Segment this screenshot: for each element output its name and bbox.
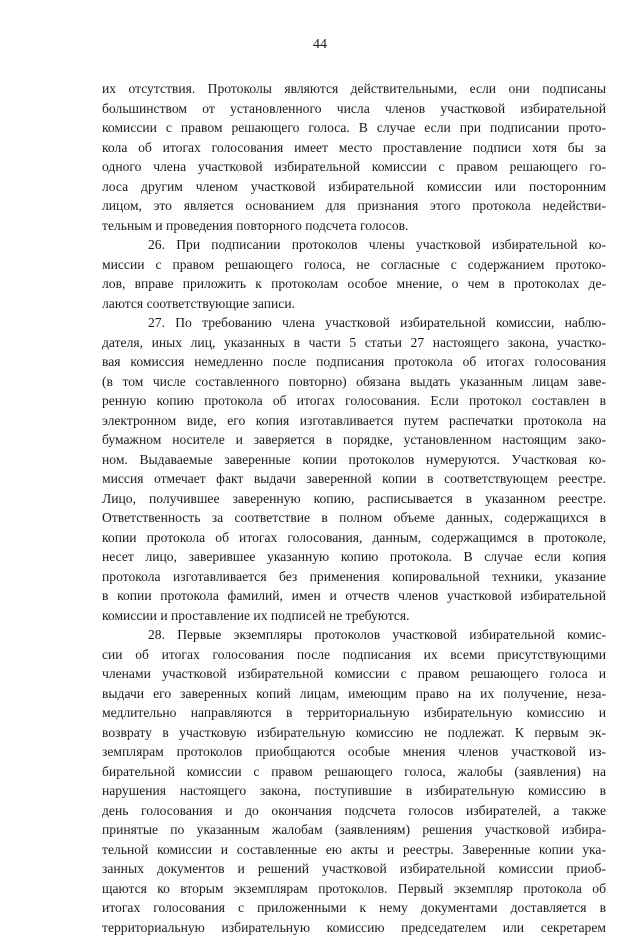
text-line: территориальную избирательную комиссию председателем или секретарем: [102, 918, 606, 937]
text-line: комиссии с правом решающего голоса. В случае если при подписании прото-: [102, 118, 606, 138]
text-line: щаются ко вторым экземплярам протоколов. Первый экземпляр протокола об: [102, 879, 606, 899]
text-line: миссия отмечает факт выдачи заверенной копии в соответствующем реестре.: [102, 469, 606, 489]
text-line: их отсутствия. Протоколы являются действительными, если они подписаны: [102, 79, 606, 99]
text-line: несет лицо, заверившее указанную копию протокола. В случае если копия: [102, 547, 606, 567]
text-line: 28. Первые экземпляры протоколов участковой избирательной комис-: [102, 625, 606, 645]
text-line: сии об итогах голосования после подписания их всеми присутствующими: [102, 645, 606, 665]
text-line: членами участковой избирательной комиссии с правом решающего голоса и: [102, 664, 606, 684]
text-line: кола об итогах голосования имеет место проставление подписи хотя бы за: [102, 138, 606, 158]
page-number: 44: [0, 37, 640, 53]
text-line: выдачи его заверенных копий лицам, имеющим право на их получение, неза-: [102, 684, 606, 704]
text-line: протокола изготавливается без применения копировальной техники, указание: [102, 567, 606, 587]
text-line: тельной комиссии и составленные ею акты и реестры. Заверенные копии ука-: [102, 840, 606, 860]
text-line: медлительно направляются в территориальную избирательную комиссию и: [102, 703, 606, 723]
text-line: лоса другим членом участковой избирательной комиссии или посторонним: [102, 177, 606, 197]
text-line: лицом, это является основанием для признания этого протокола недействи-: [102, 196, 606, 216]
text-line: тельным и проведения повторного подсчета голосов.: [102, 216, 606, 236]
text-line: вая комиссия немедленно после подписания протокола об итогах голосования: [102, 352, 606, 372]
text-line: бумажном носителе и заверяется в порядке, установленном настоящим зако-: [102, 430, 606, 450]
text-line: Лицо, получившее заверенную копию, расписывается в указанном реестре.: [102, 489, 606, 509]
text-line: миссии с правом решающего голоса, не согласные с содержанием протоко-: [102, 255, 606, 275]
text-line: день голосования и до окончания подсчета голосов избирателей, а также: [102, 801, 606, 821]
text-line: лаются соответствующие записи.: [102, 294, 606, 314]
text-line: комиссии и проставление их подписей не требуются.: [102, 606, 606, 626]
text-line: ном. Выдаваемые заверенные копии протоколов нумеруются. Участковая ко-: [102, 450, 606, 470]
body-text: [102, 79, 606, 937]
text-line: копии протокола об итогах голосования, данным, содержащимся в протоколе,: [102, 528, 606, 548]
text-line: (в том числе составленного повторно) обязана выдать указанным лицам заве-: [102, 372, 606, 392]
text-line: 26. При подписании протоколов члены участковой избирательной ко-: [102, 235, 606, 255]
text-line: 27. По требованию члена участковой избирательной комиссии, наблю-: [102, 313, 606, 333]
text-line: электронном виде, его копия изготавливается путем распечатки протокола на: [102, 411, 606, 431]
text-line: итогах голосования с приложенными к нему документами доставляется в: [102, 898, 606, 918]
text-line: лов, вправе приложить к протоколам особое мнение, о чем в протоколах де-: [102, 274, 606, 294]
text-line: земплярам протоколов приобщаются особые мнения членов участковой из-: [102, 742, 606, 762]
text-line: Ответственность за соответствие в полном объеме данных, содержащихся в: [102, 508, 606, 528]
text-line: большинством от установленного числа членов участковой избирательной: [102, 99, 606, 119]
text-line: бирательной комиссии с правом решающего голоса, жалобы (заявления) на: [102, 762, 606, 782]
text-line: дателя, иных лиц, указанных в части 5 статьи 27 настоящего закона, участко-: [102, 333, 606, 353]
text-line: принятые по указанным жалобам (заявлениям) решения участковой избира-: [102, 820, 606, 840]
text-line: занных документов и решений участковой избирательной комиссии приоб-: [102, 859, 606, 879]
text-line: в копии протокола фамилий, имен и отчеств членов участковой избирательной: [102, 586, 606, 606]
text-line: одного члена участковой избирательной комиссии с правом решающего го-: [102, 157, 606, 177]
text-line: нарушения настоящего закона, поступившие в избирательную комиссию в: [102, 781, 606, 801]
text-line: возврату в участковую избирательную комиссию не подлежат. К первым эк-: [102, 723, 606, 743]
text-line: ренную копию протокола об итогах голосования. Если протокол составлен в: [102, 391, 606, 411]
